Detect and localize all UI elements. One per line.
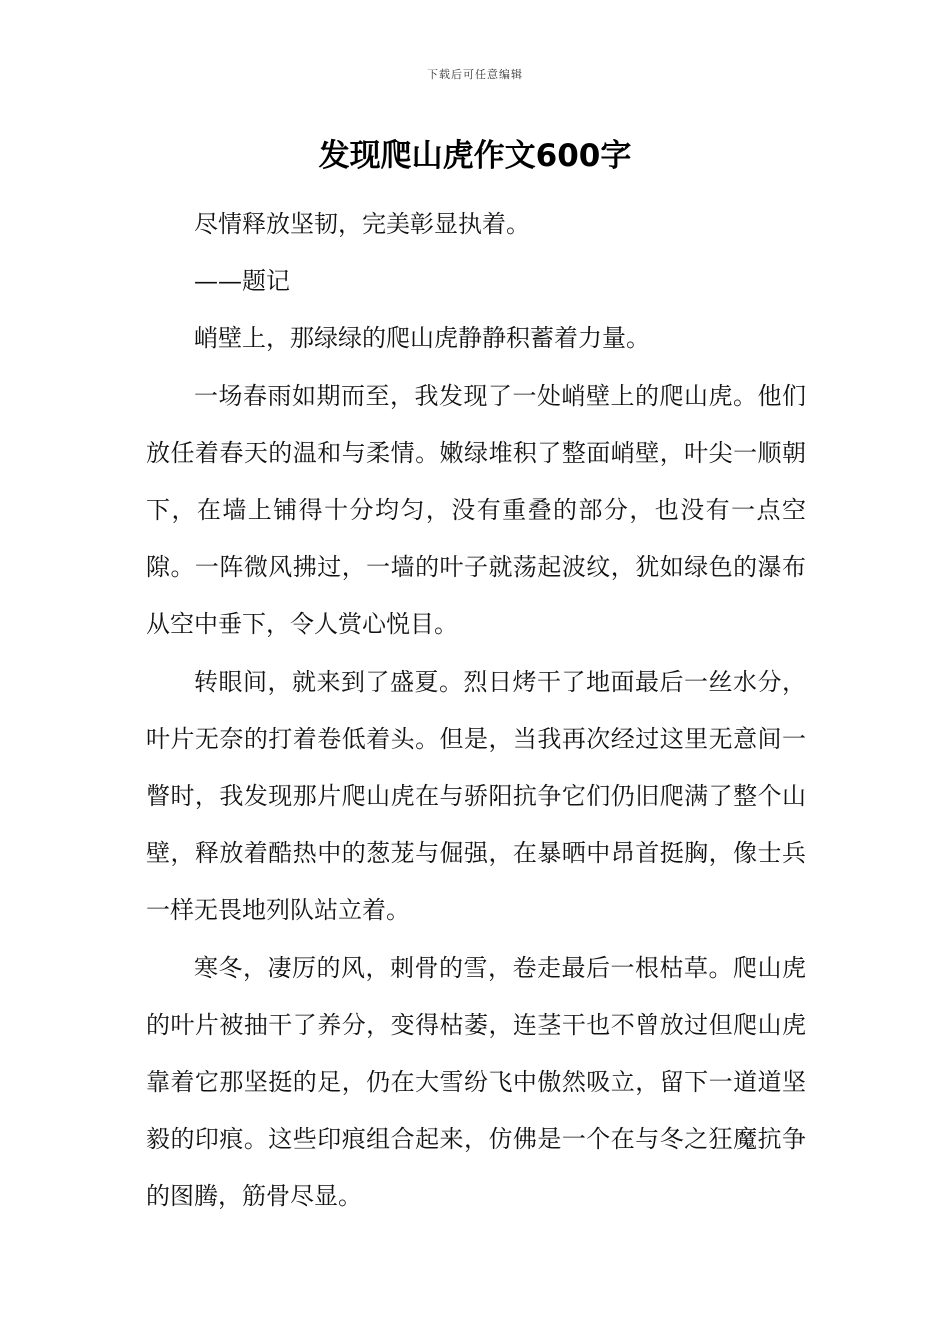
paragraph-winter: 寒冬，凄厉的风，刺骨的雪，卷走最后一根枯草。爬山虎的叶片被抽干了养分，变得枯萎，连茎干也不曾放过但爬山虎靠着它那坚挺的足，仍在大雪纷飞中傲然吸立，留下一道道坚毅的印痕。这些印痕组合起来，仿佛是一个在与冬之狂魔抗争的图腾，筋骨尽显。 xyxy=(146,953,806,1211)
page-title: 发现爬山虎作文600字 xyxy=(318,138,632,174)
essay-body xyxy=(146,196,806,1226)
paragraph-epigraph: 尽情释放坚韧，完美彰显执着。 xyxy=(194,210,530,238)
paragraph-intro: 峭壁上，那绿绿的爬山虎静静积蓄着力量。 xyxy=(194,324,650,353)
paragraph-summer: 转眼间，就来到了盛夏。烈日烤干了地面最后一丝水分，叶片无奈的打着卷低着头。但是，当我再次经过这里无意间一瞥时，我发现那片爬山虎在与骄阳抗争它们仍旧爬满了整个山壁，释放着酷热中的葱茏与倔强，在暴晒中昂首挺胸，像士兵一样无畏地列队站立着。 xyxy=(146,667,806,925)
header-note: 下载后可任意编辑 xyxy=(427,68,523,81)
paragraph-spring: 一场春雨如期而至，我发现了一处峭壁上的爬山虎。他们放任着春天的温和与柔情。嫩绿堆积了整面峭壁，叶尖一顺朝下，在墙上铺得十分均匀，没有重叠的部分，也没有一点空隙。一阵微风拂过，一墙的叶子就荡起波纹，犹如绿色的瀑布从空中垂下，令人赏心悦目。 xyxy=(146,381,806,639)
paragraph-epigraph-attribution: ——题记 xyxy=(194,267,290,296)
